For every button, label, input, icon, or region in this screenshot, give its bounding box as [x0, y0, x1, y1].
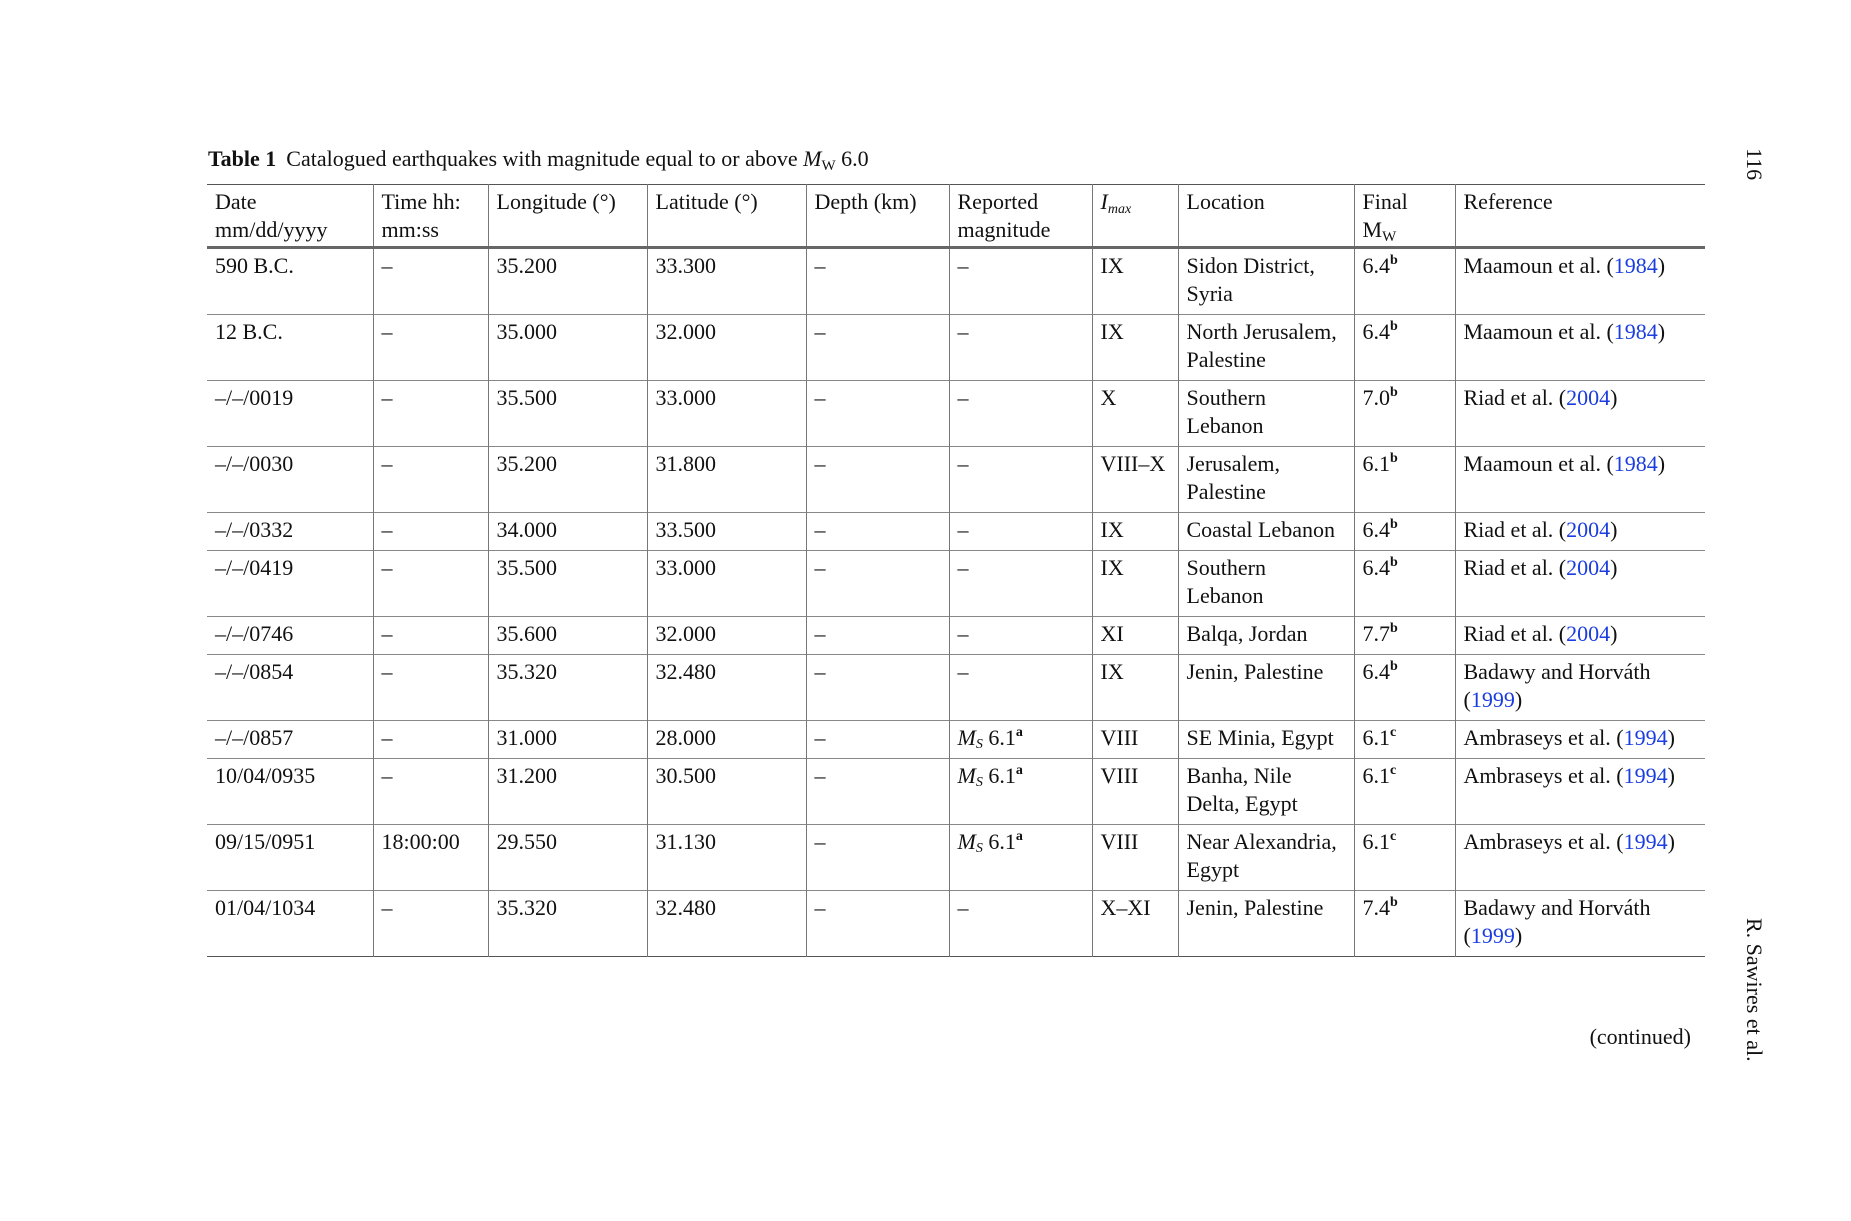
cell-location: Balqa, Jordan: [1178, 617, 1354, 655]
cell-reference: [1455, 825, 1705, 891]
cell-final-mw: [1354, 447, 1455, 513]
cell-depth: –: [806, 617, 949, 655]
cell-reference: [1455, 759, 1705, 825]
reference-authors: Maamoun et al. (: [1463, 451, 1614, 476]
cell-time: –: [373, 248, 488, 315]
cell-imax: VIII–X: [1092, 447, 1178, 513]
cell-latitude: 33.000: [647, 551, 806, 617]
cell-location: North Jerusalem, Palestine: [1178, 315, 1354, 381]
reference-year-link[interactable]: 1984: [1613, 319, 1658, 344]
continued-note: (continued): [1589, 1024, 1691, 1049]
reference-authors: Ambraseys et al. (: [1463, 725, 1624, 750]
cell-longitude: 31.000: [488, 721, 647, 759]
reference-close: ): [1657, 319, 1666, 344]
cell-longitude: 35.000: [488, 315, 647, 381]
cell-date: –/–/0854: [215, 659, 294, 684]
cell-longitude: 35.500: [488, 381, 647, 447]
reported-value: –: [957, 895, 969, 920]
final-mw-note: c: [1390, 763, 1397, 778]
cell-date: –/–/0746: [215, 621, 294, 646]
cell-reported-magnitude: [949, 551, 1092, 617]
table-row: [207, 721, 1705, 759]
cell-location: Southern Lebanon: [1178, 381, 1354, 447]
cell-final-mw: [1354, 617, 1455, 655]
table-row: [207, 891, 1705, 957]
cell-date: –/–/0332: [215, 517, 294, 542]
page-number: 116: [1742, 148, 1767, 181]
cell-depth: –: [806, 447, 949, 513]
cell-location: Sidon District, Syria: [1178, 248, 1354, 315]
final-mw-note: b: [1390, 517, 1398, 532]
final-mw-value: 6.1: [1362, 829, 1390, 854]
final-mw-note: b: [1390, 319, 1398, 334]
final-mw-note: b: [1390, 451, 1398, 466]
cell-reference: [1455, 447, 1705, 513]
cell-depth: –: [806, 513, 949, 551]
cell-final-mw: [1354, 381, 1455, 447]
table-row: [207, 551, 1705, 617]
reference-year-link[interactable]: 1994: [1623, 725, 1668, 750]
reference-year-link[interactable]: 1999: [1470, 923, 1515, 948]
final-mw-note: b: [1390, 659, 1398, 674]
cell-longitude: 29.550: [488, 825, 647, 891]
cell-imax: IX: [1092, 551, 1178, 617]
cell-date: 01/04/1034: [215, 895, 316, 920]
cell-depth: –: [806, 655, 949, 721]
table-row: [207, 513, 1705, 551]
table-row: [207, 759, 1705, 825]
cell-depth: –: [806, 315, 949, 381]
caption-text: Catalogued earthquakes with magnitude equal to or above: [286, 146, 804, 171]
header-imax: [1092, 185, 1178, 248]
final-mw-value: 6.4: [1362, 555, 1390, 580]
cell-date: –/–/0019: [215, 385, 294, 410]
cell-latitude: 32.000: [647, 617, 806, 655]
final-mw-value: 6.1: [1362, 451, 1390, 476]
cell-reference: [1455, 617, 1705, 655]
cell-reference: [1455, 381, 1705, 447]
cell-imax: VIII: [1092, 759, 1178, 825]
cell-date: –/–/0419: [215, 555, 294, 580]
cell-time: –: [373, 447, 488, 513]
reported-scale: S: [975, 737, 983, 752]
final-mw-value: 6.4: [1362, 517, 1390, 542]
cell-time: –: [373, 655, 488, 721]
reported-value: –: [957, 385, 969, 410]
cell-reported-magnitude: [949, 248, 1092, 315]
cell-reference: [1455, 655, 1705, 721]
cell-date: –/–/0030: [215, 451, 294, 476]
cell-longitude: 35.600: [488, 617, 647, 655]
cell-depth: –: [806, 381, 949, 447]
reported-value: –: [957, 659, 969, 684]
header-latitude: Latitude (°): [647, 185, 806, 248]
reference-year-link[interactable]: 1984: [1613, 451, 1658, 476]
table-header-row: [207, 185, 1705, 248]
cell-date: 10/04/0935: [215, 763, 316, 788]
header-date: Date mm/dd/yyyy: [215, 189, 328, 242]
header-final-mw: [1354, 185, 1455, 248]
cell-depth: –: [806, 248, 949, 315]
cell-longitude: 35.320: [488, 655, 647, 721]
reference-authors: Riad et al. (: [1463, 621, 1567, 646]
cell-imax: VIII: [1092, 825, 1178, 891]
ms-symbol: M: [957, 829, 976, 854]
cell-date: 09/15/0951: [215, 829, 316, 854]
table-row: [207, 825, 1705, 891]
reference-authors: Ambraseys et al. (: [1463, 763, 1624, 788]
cell-imax: IX: [1092, 315, 1178, 381]
cell-latitude: 31.130: [647, 825, 806, 891]
cell-final-mw: [1354, 248, 1455, 315]
cell-longitude: 35.200: [488, 447, 647, 513]
reported-note: a: [1015, 829, 1023, 844]
cell-location: Jenin, Palestine: [1178, 655, 1354, 721]
cell-date: 590 B.C.: [215, 253, 294, 278]
cell-final-mw: [1354, 655, 1455, 721]
cell-time: –: [373, 759, 488, 825]
cell-latitude: 32.480: [647, 655, 806, 721]
reported-value: –: [957, 517, 969, 542]
cell-imax: VIII: [1092, 721, 1178, 759]
cell-time: 18:00:00: [373, 825, 488, 891]
cell-latitude: 31.800: [647, 447, 806, 513]
cell-reported-magnitude: [949, 381, 1092, 447]
reference-authors: Riad et al. (: [1463, 517, 1567, 542]
cell-reference: [1455, 248, 1705, 315]
reported-value: 6.1: [982, 725, 1016, 750]
final-mw-value: 6.4: [1362, 319, 1390, 344]
reference-close: ): [1610, 517, 1618, 542]
cell-imax: X–XI: [1092, 891, 1178, 957]
cell-location: Near Alexandria, Egypt: [1178, 825, 1354, 891]
cell-depth: –: [806, 721, 949, 759]
reference-authors: Badawy and Horváth (: [1463, 659, 1651, 712]
reference-close: ): [1610, 621, 1618, 646]
cell-reference: [1455, 513, 1705, 551]
reported-scale: S: [975, 841, 983, 856]
table-row: [207, 248, 1705, 315]
cell-latitude: 28.000: [647, 721, 806, 759]
reference-authors: Ambraseys et al. (: [1463, 829, 1624, 854]
final-mw-note: c: [1390, 725, 1397, 740]
final-mw-value: 7.4: [1362, 895, 1390, 920]
caption-value: 6.0: [835, 146, 869, 171]
cell-imax: XI: [1092, 617, 1178, 655]
cell-latitude: 33.500: [647, 513, 806, 551]
header-final-mw-line1: Final: [1362, 189, 1408, 214]
reference-authors: Badawy and Horváth (: [1463, 895, 1651, 948]
final-mw-value: 7.0: [1362, 385, 1390, 410]
reference-authors: Maamoun et al. (: [1463, 319, 1614, 344]
final-mw-note: c: [1390, 829, 1397, 844]
final-mw-note: b: [1390, 385, 1398, 400]
cell-reference: [1455, 315, 1705, 381]
cell-time: –: [373, 551, 488, 617]
cell-location: Jerusalem, Palestine: [1178, 447, 1354, 513]
reference-year-link[interactable]: 1994: [1623, 763, 1668, 788]
cell-latitude: 33.000: [647, 381, 806, 447]
cell-time: –: [373, 721, 488, 759]
header-time: Time hh: mm:ss: [373, 185, 488, 248]
cell-time: –: [373, 315, 488, 381]
cell-reported-magnitude: [949, 759, 1092, 825]
cell-depth: –: [806, 759, 949, 825]
table-row: [207, 447, 1705, 513]
table-row: [207, 655, 1705, 721]
reference-close: ): [1657, 253, 1666, 278]
reference-year-link[interactable]: 1999: [1470, 687, 1515, 712]
header-final-mw-symbol: M: [1362, 217, 1383, 242]
ms-symbol: M: [957, 725, 976, 750]
cell-time: –: [373, 617, 488, 655]
cell-reported-magnitude: [949, 721, 1092, 759]
final-mw-note: b: [1390, 253, 1398, 268]
cell-reported-magnitude: [949, 617, 1092, 655]
reference-year-link[interactable]: 2004: [1566, 621, 1611, 646]
reference-year-link[interactable]: 2004: [1566, 517, 1611, 542]
reference-close: ): [1610, 555, 1618, 580]
cell-reported-magnitude: [949, 655, 1092, 721]
reference-year-link[interactable]: 2004: [1566, 555, 1611, 580]
cell-final-mw: [1354, 315, 1455, 381]
cell-reference: [1455, 891, 1705, 957]
cell-location: Banha, Nile Delta, Egypt: [1178, 759, 1354, 825]
cell-latitude: 30.500: [647, 759, 806, 825]
cell-reported-magnitude: [949, 315, 1092, 381]
header-imax-symbol: I: [1100, 189, 1108, 214]
reference-close: ): [1514, 923, 1523, 948]
reference-close: ): [1667, 725, 1675, 750]
reference-authors: Riad et al. (: [1463, 555, 1567, 580]
running-head: R. Sawires et al.: [1742, 918, 1767, 1062]
final-mw-note: b: [1390, 895, 1398, 910]
table-row: [207, 381, 1705, 447]
cell-depth: –: [806, 551, 949, 617]
reported-value: –: [957, 451, 969, 476]
reported-scale: S: [975, 775, 983, 790]
cell-longitude: 35.500: [488, 551, 647, 617]
cell-depth: –: [806, 891, 949, 957]
ms-symbol: M: [957, 763, 976, 788]
caption-symbol-sub: W: [821, 158, 836, 174]
reference-year-link[interactable]: 2004: [1566, 385, 1611, 410]
reported-value: 6.1: [982, 829, 1016, 854]
table-caption: [208, 146, 869, 175]
cell-longitude: 34.000: [488, 513, 647, 551]
reference-close: ): [1667, 763, 1675, 788]
cell-latitude: 32.480: [647, 891, 806, 957]
reference-close: ): [1667, 829, 1675, 854]
header-imax-sub: max: [1107, 202, 1132, 217]
reference-year-link[interactable]: 1994: [1623, 829, 1668, 854]
cell-final-mw: [1354, 551, 1455, 617]
reference-close: ): [1657, 451, 1666, 476]
cell-final-mw: [1354, 759, 1455, 825]
cell-location: Southern Lebanon: [1178, 551, 1354, 617]
cell-depth: –: [806, 825, 949, 891]
cell-imax: IX: [1092, 655, 1178, 721]
cell-longitude: 31.200: [488, 759, 647, 825]
cell-longitude: 35.200: [488, 248, 647, 315]
cell-reported-magnitude: [949, 825, 1092, 891]
final-mw-value: 6.1: [1362, 725, 1390, 750]
cell-time: –: [373, 513, 488, 551]
cell-reported-magnitude: [949, 891, 1092, 957]
header-location: Location: [1178, 185, 1354, 248]
cell-reference: [1455, 551, 1705, 617]
final-mw-value: 7.7: [1362, 621, 1390, 646]
reported-value: –: [957, 319, 969, 344]
cell-reported-magnitude: [949, 513, 1092, 551]
cell-latitude: 33.300: [647, 248, 806, 315]
cell-location: SE Minia, Egypt: [1178, 721, 1354, 759]
earthquake-table: [207, 184, 1705, 957]
header-depth: Depth (km): [806, 185, 949, 248]
reported-value: –: [957, 253, 969, 278]
cell-final-mw: [1354, 721, 1455, 759]
cell-time: –: [373, 891, 488, 957]
header-reference: Reference: [1455, 185, 1705, 248]
table-row: [207, 617, 1705, 655]
cell-time: –: [373, 381, 488, 447]
cell-latitude: 32.000: [647, 315, 806, 381]
reference-close: ): [1610, 385, 1618, 410]
reference-authors: Maamoun et al. (: [1463, 253, 1614, 278]
cell-final-mw: [1354, 513, 1455, 551]
reported-note: a: [1015, 725, 1023, 740]
cell-location: Jenin, Palestine: [1178, 891, 1354, 957]
reported-note: a: [1015, 763, 1023, 778]
header-reported-magnitude: Reported magnitude: [949, 185, 1092, 248]
reference-close: ): [1514, 687, 1523, 712]
final-mw-value: 6.1: [1362, 763, 1390, 788]
cell-imax: X: [1092, 381, 1178, 447]
reported-value: –: [957, 555, 969, 580]
header-longitude: Longitude (°): [488, 185, 647, 248]
reported-value: –: [957, 621, 969, 646]
cell-reference: [1455, 721, 1705, 759]
reported-value: 6.1: [982, 763, 1016, 788]
reference-authors: Riad et al. (: [1463, 385, 1567, 410]
final-mw-value: 6.4: [1362, 659, 1390, 684]
cell-reported-magnitude: [949, 447, 1092, 513]
cell-final-mw: [1354, 891, 1455, 957]
table-row: [207, 315, 1705, 381]
final-mw-note: b: [1390, 621, 1398, 636]
cell-date: –/–/0857: [215, 725, 294, 750]
caption-symbol: M: [803, 146, 822, 171]
cell-date: 12 B.C.: [215, 319, 283, 344]
cell-longitude: 35.320: [488, 891, 647, 957]
table-label: Table 1: [208, 146, 277, 171]
cell-location: Coastal Lebanon: [1178, 513, 1354, 551]
header-final-mw-sub: W: [1382, 229, 1397, 245]
cell-final-mw: [1354, 825, 1455, 891]
final-mw-note: b: [1390, 555, 1398, 570]
reference-year-link[interactable]: 1984: [1613, 253, 1658, 278]
final-mw-value: 6.4: [1362, 253, 1390, 278]
cell-imax: IX: [1092, 248, 1178, 315]
earthquake-table-container: [207, 184, 1705, 957]
cell-imax: IX: [1092, 513, 1178, 551]
